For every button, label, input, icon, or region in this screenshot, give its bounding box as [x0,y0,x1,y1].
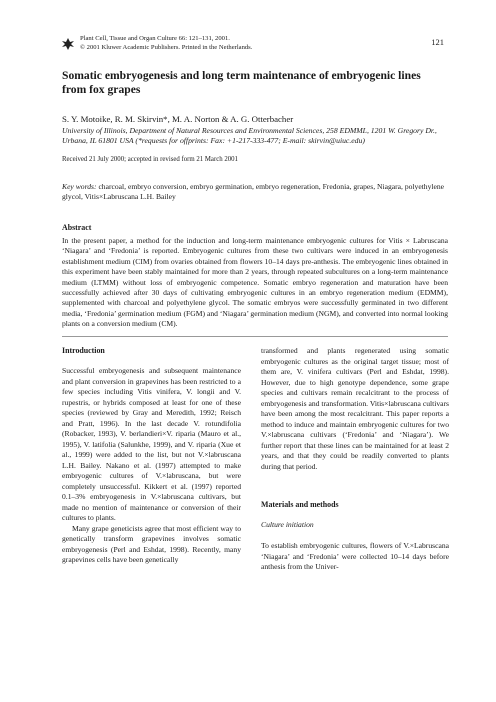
journal-citation [80,34,252,52]
page-number: 121 [431,37,444,47]
right-column [261,346,449,472]
left-column [62,366,241,566]
methods-heading: Materials and methods [261,500,339,509]
article-title: Somatic embryogenesis and long term maintenance of embryogenic lines from fox grapes [62,69,421,96]
intro-paragraph-2: Many grape geneticists agree that most efficient way to genetically transform grapevines involves somatic embryogenesis (Perl and Eshdat, 1998). Recently, many grapevines cells have been genetically [62,523,241,564]
culture-paragraph: To establish embryogenic cultures, flowers of V.×Labruscana ‘Niagara’ and ‘Fredonia’ were collected 10–14 days before anthesis from the Univer- [261,541,449,571]
journal-line-1: Plant Cell, Tissue and Organ Culture 66: 121–131, 2001. [80,35,230,42]
received-date: Received 21 July 2000; accepted in revised form 21 March 2001 [62,156,238,163]
affiliation: University of Illinois, Department of Natural Resources and Environmental Sciences, 258 EDMML, 1201 W. Gregory Dr., Urbana, IL 61801 USA (*requests for offprints: Fax: +1-217-333-477; E-mail: skirvin@uiuc.edu) [62,126,437,146]
culture-initiation-heading: Culture initiation [261,520,314,529]
author-list: S. Y. Motoike, R. M. Skirvin*, M. A. Norton & A. G. Otterbacher [62,114,294,124]
intro-paragraph-1: Successful embryogenesis and subsequent maintenance and plant conversion in grapevines has been restricted to a few species including Vitis vinifera, V. longii and V. rupestris, or hybrids composed at least for one of these species (reviewed by Gray and Meredith, 1992; Reisch and Pratt, 1996). In the last decade V. rotundifolia (Robacker, 1993), V. berlandieri×V. riparia (Mauro et al., 1995), V. latifolia (Salunkhe, 1999), and V. riparia (Xue et al., 1999) were added to the list, but not V.×labruscana L.H. Bailey. Nakano et al. (1997) attempted to make embryogenic cultures of V.×labruscana, but were completely unsuccessful. Kikkert et al. (1997) reported 0.1–3% embryogenesis in V.×labruscana cultivars, but made no mention of maintenance or conversion of their cultures to plants. [62,366,241,522]
keywords [62,182,448,203]
journal-line-2: © 2001 Kluwer Academic Publishers. Printed in the Netherlands. [80,44,253,51]
abstract-heading: Abstract [62,223,92,232]
keywords-text: charcoal, embryo conversion, embryo germination, embryo regeneration, Fredonia, grapes, Niagara, polyethylene glycol, Vitis×Labruscana L.H. Bailey [62,182,445,202]
methods-column [261,541,449,573]
abstract-text: In the present paper, a method for the induction and long-term maintenance embryogenic cultures for Vitis × Labruscana ‘Niagara’ and ‘Fredonia’ is reported. Embryogenic cultures from these two cultivars were induced in an embryogenesis establishment medium (CIM) from ovaries obtained from flowers 10–14 days pre-anthesis. The embryogenic lines obtained in this experiment have been stably maintained for more than 2 years, through repeated subcultures on a long-term maintenance medium (LTMM) without loss of embryogenic competence. Somatic embryo regeneration and maturation have been successfully achieved after 30 days of cultivating embryogenic cultures in an embryo regeneration medium (EDMM), supplemented with charcoal and polyethylene glycol. The somatic embryos were successfully germinated in two different media, ‘Fredonia’ germination medium (FGM) and ‘Niagara’ germination medium (NGM), and converted into normal looking plants on a conversion medium (CM). [62,236,448,329]
publisher-logo-icon [61,37,75,51]
intro-paragraph-3: transformed and plants regenerated using somatic embryogenic cultures as the original target tissue; most of them are, V. vinifera cultivars (Perl and Eshdat, 1998). However, due to high genotype dependence, some grape species and cultivars remain recalcitrant to the process of embryogenesis and transformation. Vitis×labruscana cultivars have been among the most recalcitrant. This paper reports a method to induce and maintain embryogenic cultures for two V.×labruscana cultivars (‘Fredonia’ and ‘Niagara’). We further report that these lines can be maintained for at least 2 years, and that they could be readily converted to plants during that period. [261,346,449,471]
introduction-heading: Introduction [62,346,105,355]
divider [62,336,448,337]
keywords-label: Key words: [62,182,97,191]
